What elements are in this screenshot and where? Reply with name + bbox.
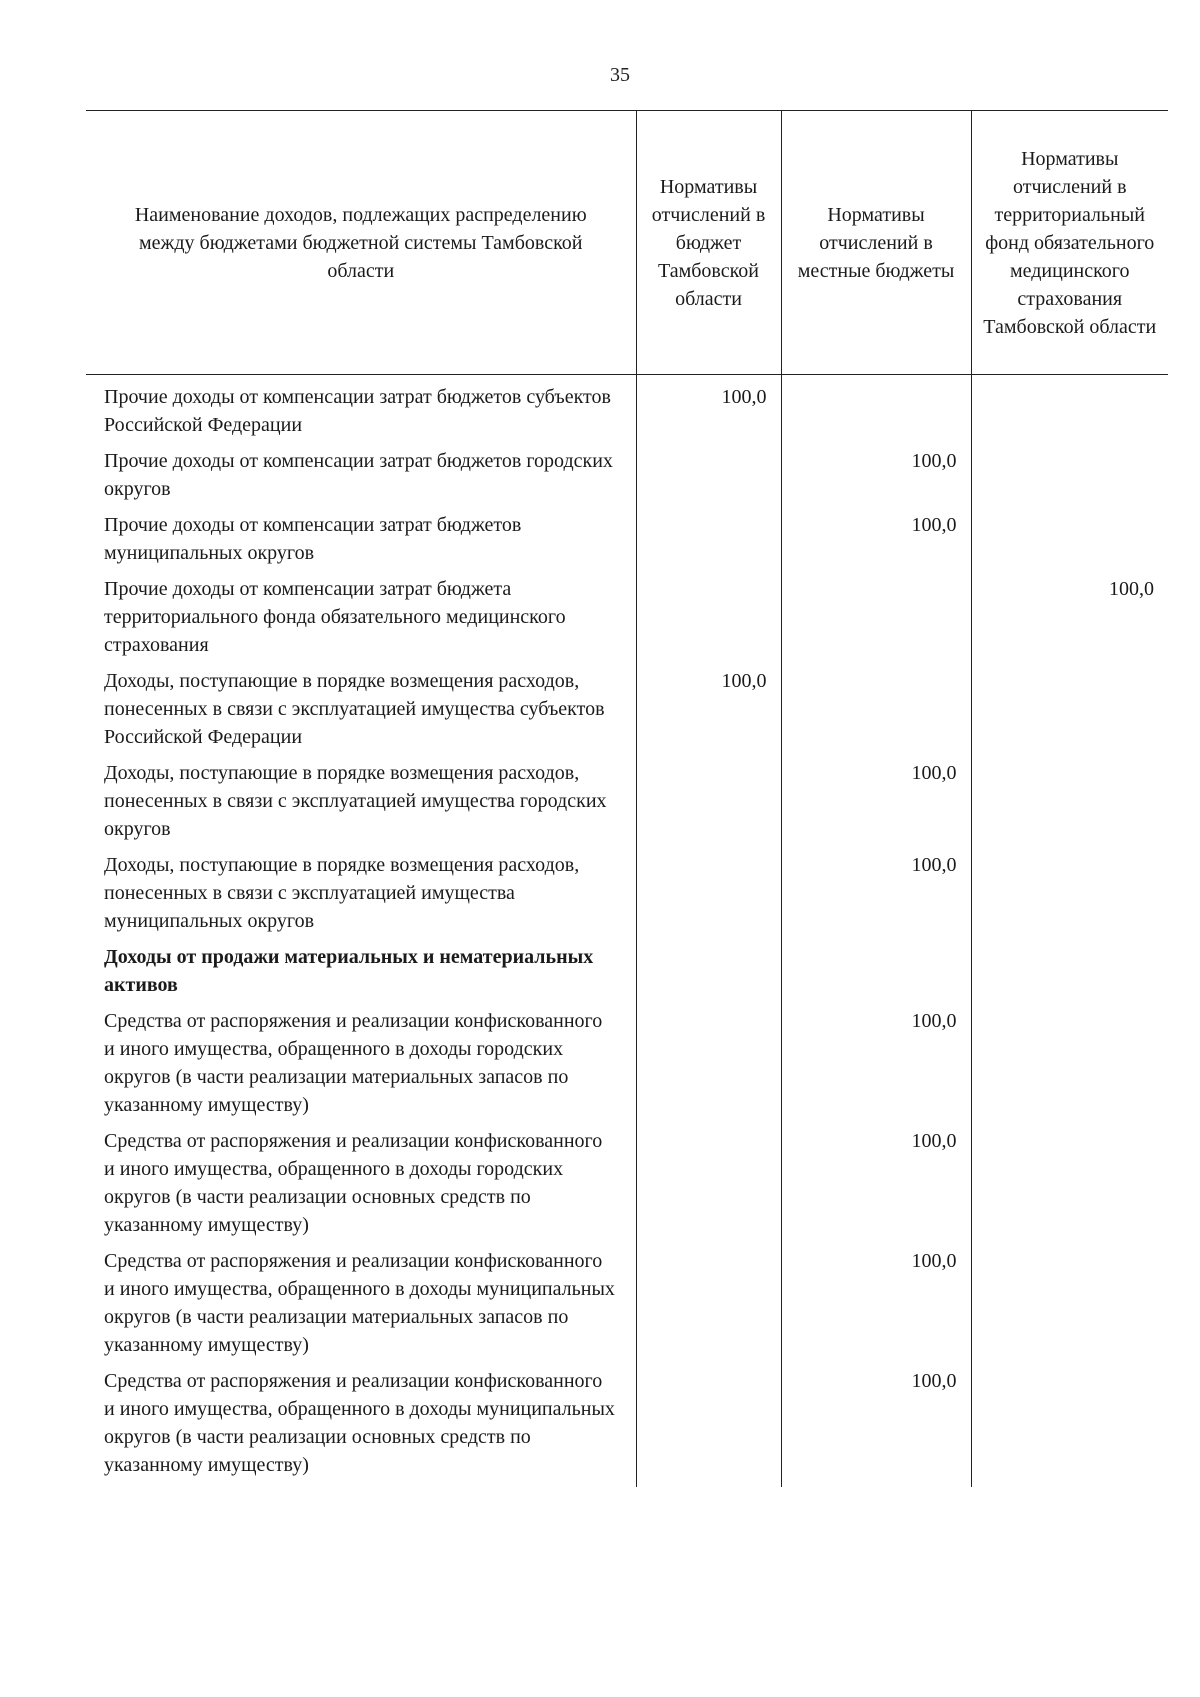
revenue-name-cell: Доходы, поступающие в порядке возмещения расходов, понесенных в связи с эксплуатацией имущества городских округов [104, 762, 607, 840]
fund-value [971, 943, 1168, 1007]
table-row [86, 1367, 1168, 1487]
fund-value [971, 1247, 1168, 1367]
revenue-name-cell: Средства от распоряжения и реализации конфискованного и иного имущества, обращенного в доходы городских округов (в части реализации основных средств по указанному имуществу) [104, 1130, 603, 1236]
revenue-name-cell: Доходы от продажи материальных и нематериальных активов [104, 946, 594, 996]
table-row [86, 759, 1168, 851]
table-row [86, 1007, 1168, 1127]
table-row [86, 1127, 1168, 1247]
table-header [86, 111, 1168, 375]
revenue-name-cell: Средства от распоряжения и реализации конфискованного и иного имущества, обращенного в доходы муниципальных округов (в части реализации основных средств по указанному имуществу) [104, 1370, 615, 1476]
revenue-name-cell: Доходы, поступающие в порядке возмещения расходов, понесенных в связи с эксплуатацией имущества субъектов Российской Федерации [104, 670, 605, 748]
local-budget-value [781, 575, 971, 667]
revenue-distribution-table [86, 110, 1168, 1487]
regional-budget-value: 100,0 [636, 375, 781, 448]
revenue-name-cell: Доходы, поступающие в порядке возмещения расходов, понесенных в связи с эксплуатацией имущества муниципальных округов [104, 854, 580, 932]
fund-value [971, 1007, 1168, 1127]
regional-budget-value [636, 1007, 781, 1127]
local-budget-value: 100,0 [781, 851, 971, 943]
regional-budget-value [636, 511, 781, 575]
revenue-name-cell: Прочие доходы от компенсации затрат бюджетов городских округов [104, 450, 613, 500]
fund-value [971, 851, 1168, 943]
regional-budget-value [636, 943, 781, 1007]
section-heading-row [86, 943, 1168, 1007]
header-local-budgets: Нормативы отчислений в местные бюджеты [781, 111, 971, 375]
local-budget-value: 100,0 [781, 1127, 971, 1247]
fund-value: 100,0 [971, 575, 1168, 667]
local-budget-value [781, 667, 971, 759]
local-budget-value: 100,0 [781, 511, 971, 575]
table-row [86, 667, 1168, 759]
table-row [86, 1247, 1168, 1367]
revenue-name-cell: Прочие доходы от компенсации затрат бюджетов субъектов Российской Федерации [104, 386, 611, 436]
local-budget-value: 100,0 [781, 1007, 971, 1127]
regional-budget-value [636, 759, 781, 851]
regional-budget-value [636, 1127, 781, 1247]
table-row [86, 511, 1168, 575]
fund-value [971, 511, 1168, 575]
local-budget-value: 100,0 [781, 447, 971, 511]
revenue-name-cell: Средства от распоряжения и реализации конфискованного и иного имущества, обращенного в доходы городских округов (в части реализации материальных запасов по указанному имуществу) [104, 1010, 603, 1116]
local-budget-value: 100,0 [781, 1367, 971, 1487]
header-revenue-name: Наименование доходов, подлежащих распределению между бюджетами бюджетной системы Тамбовской области [86, 111, 636, 375]
local-budget-value [781, 943, 971, 1007]
fund-value [971, 1367, 1168, 1487]
table-row [86, 447, 1168, 511]
fund-value [971, 759, 1168, 851]
local-budget-value: 100,0 [781, 1247, 971, 1367]
regional-budget-value [636, 575, 781, 667]
fund-value [971, 447, 1168, 511]
regional-budget-value [636, 1367, 781, 1487]
table-body [86, 375, 1168, 1488]
regional-budget-value [636, 1247, 781, 1367]
page-number: 35 [610, 64, 630, 86]
header-medical-insurance-fund: Нормативы отчислений в территориальный фонд обязательного медицинского страхования Тамбовской области [971, 111, 1168, 375]
table-row [86, 851, 1168, 943]
fund-value [971, 375, 1168, 448]
fund-value [971, 667, 1168, 759]
local-budget-value: 100,0 [781, 759, 971, 851]
revenue-name-cell: Средства от распоряжения и реализации конфискованного и иного имущества, обращенного в доходы муниципальных округов (в части реализации материальных запасов по указанному имуществу) [104, 1250, 615, 1356]
regional-budget-value [636, 447, 781, 511]
regional-budget-value [636, 851, 781, 943]
header-regional-budget: Нормативы отчислений в бюджет Тамбовской области [636, 111, 781, 375]
revenue-name-cell: Прочие доходы от компенсации затрат бюджета территориального фонда обязательного медицинского страхования [104, 578, 566, 656]
local-budget-value [781, 375, 971, 448]
regional-budget-value: 100,0 [636, 667, 781, 759]
fund-value [971, 1127, 1168, 1247]
table-row [86, 375, 1168, 448]
table-row [86, 575, 1168, 667]
revenue-name-cell: Прочие доходы от компенсации затрат бюджетов муниципальных округов [104, 514, 522, 564]
